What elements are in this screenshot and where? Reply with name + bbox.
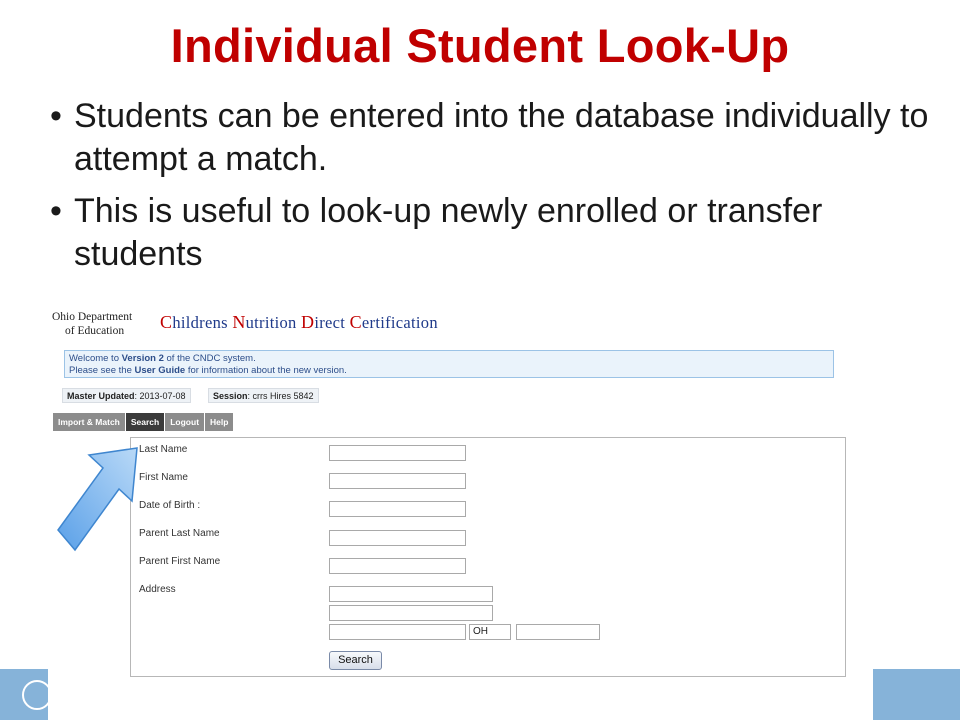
parent-last-name-field[interactable] [329,530,466,546]
logo-line: of Education [65,325,125,337]
bullet-dot-icon: • [50,192,62,230]
state-field[interactable]: OH [469,624,511,640]
app-title-cap: C [160,312,173,332]
tab-search[interactable]: Search [126,413,164,431]
welcome-text: Welcome to [69,353,122,364]
bullet-list [48,95,938,285]
welcome-text: for information about the new version. [185,365,347,376]
user-guide-link[interactable]: User Guide [134,365,186,376]
parent-first-name-field[interactable] [329,558,466,574]
address-label: Address [139,584,176,595]
first-name-label: First Name [139,472,188,483]
session-badge [208,388,319,403]
welcome-text: Please see the [69,365,135,376]
welcome-line [69,365,833,377]
last-name-field[interactable] [329,445,466,461]
bullet-text: This is useful to look-up newly enrolled or transfer students [74,192,823,273]
welcome-banner [64,350,834,378]
logo-line: Ohio Department [52,311,133,323]
address-line2-field[interactable] [329,605,493,621]
app-title-word: utrition [245,313,297,332]
master-updated-badge [62,388,191,403]
app-title-cap: D [301,312,315,332]
welcome-text: of the CNDC system. [163,353,256,364]
bullet-item [48,95,938,181]
dob-field[interactable] [329,501,466,517]
zip-field[interactable] [516,624,600,640]
app-title [160,312,438,333]
search-button[interactable]: Search [329,651,382,670]
city-field[interactable] [329,624,466,640]
app-title-cap: N [232,312,246,332]
tab-help[interactable]: Help [205,413,233,431]
session-label: Session [213,391,248,401]
ode-logo [52,310,162,338]
session-value: : crrs Hires 5842 [247,391,314,401]
app-title-word: ertification [361,313,438,332]
search-form-panel [130,437,846,677]
master-updated-value: : 2013-07-08 [134,391,186,401]
welcome-version: Version 2 [121,353,164,364]
bullet-dot-icon: • [50,97,62,135]
last-name-label: Last Name [139,444,188,455]
first-name-field[interactable] [329,473,466,489]
bullet-text: Students can be entered into the database individually to attempt a match. [74,97,929,178]
app-title-word: irect [314,313,346,332]
address-line1-field[interactable] [329,586,493,602]
app-title-word: hildrens [172,313,228,332]
tab-import-match[interactable]: Import & Match [53,413,125,431]
parent-first-name-label: Parent First Name [139,556,221,567]
app-title-cap: C [349,312,362,332]
bullet-item [48,190,938,276]
master-updated-label: Master Updated [67,391,135,401]
circle-icon [22,680,52,710]
dob-label: Date of Birth : [139,500,201,511]
parent-last-name-label: Parent Last Name [139,528,220,539]
tab-logout[interactable]: Logout [165,413,204,431]
arrow-pointer-icon [52,440,152,560]
slide-title: Individual Student Look-Up [170,19,790,72]
welcome-line [69,353,833,365]
footer-right-bar [873,669,960,720]
tab-bar [53,413,234,431]
